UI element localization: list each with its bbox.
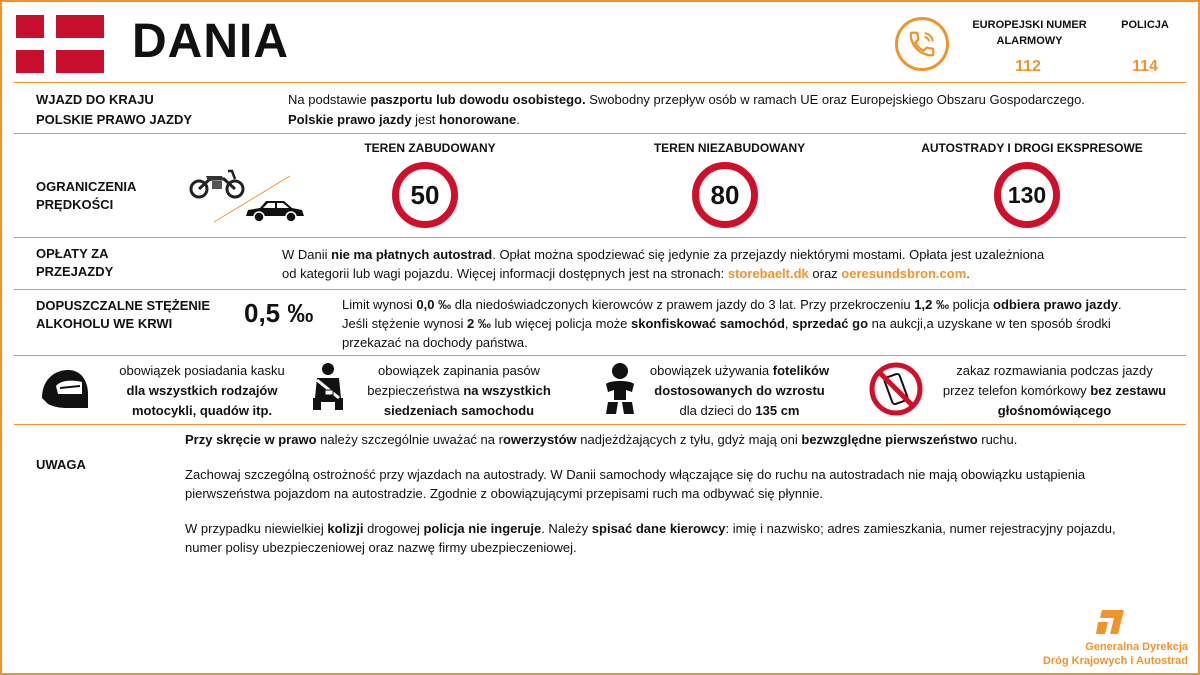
alcohol-label: DOPUSZCZALNE STĘŻENIE ALKOHOLU WE KRWI — [36, 298, 211, 331]
alcohol-text-2: Jeśli stężenie wynosi 2 ‰ lub więcej policja może skonfiskować samochód, sprzedać go na aukcji,a uzyskane w ten sposób środki — [342, 316, 1111, 331]
emergency-label: EUROPEJSKI NUMER ALARMOWY — [972, 19, 1087, 47]
footer-org: Generalna Dyrekcja Dróg Krajowych i Autostrad — [1042, 641, 1188, 667]
phone-icon — [895, 17, 949, 71]
link-oeresundsbron[interactable]: oeresundsbron.com — [841, 266, 967, 281]
no-phone-icon — [868, 361, 924, 422]
divider — [14, 289, 1186, 290]
denmark-flag-icon — [16, 15, 104, 73]
country-title: DANIA — [132, 15, 289, 68]
entry-label: WJAZD DO KRAJU — [36, 92, 154, 107]
zone-motorway: AUTOSTRADY I DROGI EKSPRESOWE — [921, 141, 1143, 155]
phone-rule: zakaz rozmawiania podczas jazdy przez telefon komórkowy bez zestawu głośnomówiącego — [942, 363, 1167, 418]
police-number: 114 — [1132, 58, 1158, 75]
license-text: Polskie prawo jazdy jest honorowane. — [288, 112, 520, 127]
car-icon — [244, 198, 306, 229]
notice-p3-line1: W przypadku niewielkiej kolizji drogowej policja nie ingeruje. Należy spisać dane kierowcy: imię i nazwisko; adres zamieszkania, numer rejestracyjny pojazdu, — [185, 521, 1116, 536]
tolls-label: OPŁATY ZA PRZEJAZDY — [36, 246, 114, 279]
notice-p3-line2: numer polisy ubezpieczeniowej oraz nazwę firmy ubezpieczeniowej. — [185, 540, 577, 555]
notice-p2-line1: Zachowaj szczególną ostrożność przy wjazdach na autostrady. W Danii samochody włączające się do ruchu na autostradach nie mają obowiązku ustąpienia — [185, 467, 1086, 482]
link-storebaelt[interactable]: storebaelt.dk — [727, 266, 809, 281]
zone-rural: TEREN NIEZABUDOWANY — [653, 141, 806, 155]
speed-limit-sign: 130 — [994, 162, 1060, 228]
speed-limit-sign: 80 — [692, 162, 758, 228]
speed-label: OGRANICZENIA PRĘDKOŚCI — [36, 179, 136, 212]
seatbelt-rule: obowiązek zapinania pasów bezpieczeństwa na wszystkich siedzeniach samochodu — [367, 363, 551, 418]
divider — [14, 133, 1186, 134]
divider — [14, 82, 1186, 83]
seatbelt-icon — [305, 362, 351, 419]
zone-built-up: TEREN ZABUDOWANY — [364, 141, 496, 155]
notice-label: UWAGA — [36, 457, 86, 472]
child-seat-icon — [602, 362, 638, 421]
entry-text: Na podstawie paszportu lub dowodu osobistego. Swobodny przepływ osób w ramach UE oraz Europejskiego Obszaru Gospodarczego. — [288, 92, 1085, 107]
emergency-number: 112 — [1015, 58, 1041, 75]
divider — [14, 237, 1186, 238]
alcohol-limit-value: 0,5 ‰ — [244, 298, 314, 328]
notice-p1: Przy skręcie w prawo należy szczególnie uważać na rowerzystów nadjeżdżających z tyłu, gdyż mają oni bezwzględne pierwszeństwo ruchu. — [185, 432, 1018, 447]
child-seat-rule: obowiązek używania fotelików dostosowanych do wzrostu dla dzieci do 135 cm — [649, 363, 830, 418]
helmet-rule: obowiązek posiadania kasku dla wszystkich rodzajów motocykli, quadów itp. — [119, 363, 285, 418]
notice-p2-line2: pierwszeństwa pojazdom na autostradzie. Zgodnie z obowiązującymi przepisami ruch ma odbywać się płynnie. — [185, 486, 824, 501]
speed-limit-sign: 50 — [392, 162, 458, 228]
license-label: POLSKIE PRAWO JAZDY — [36, 112, 193, 127]
divider — [14, 355, 1186, 356]
helmet-icon — [36, 364, 92, 425]
tolls-text: W Danii nie ma płatnych autostrad. Opłat można spodziewać się jedynie za przejazdy niektórymi mostami. Opłata jest uzależniona — [282, 247, 1045, 262]
tolls-text-2: od kategorii lub wagi pojazdu. Więcej informacji dostępnych jest na stronach: storebaelt.dk oraz oeresundsbron.com. — [282, 266, 970, 281]
divider — [14, 424, 1186, 425]
alcohol-text-3: przekazać na dochody państwa. — [342, 335, 528, 350]
gddkia-logo-icon — [1096, 608, 1126, 641]
alcohol-text: Limit wynosi 0,0 ‰ dla niedoświadczonych kierowców z prawem jazdy do 3 lat. Przy przekroczeniu 1,2 ‰ policja odbiera prawo jazdy. — [342, 297, 1122, 312]
police-label: POLICJA — [1121, 19, 1169, 31]
